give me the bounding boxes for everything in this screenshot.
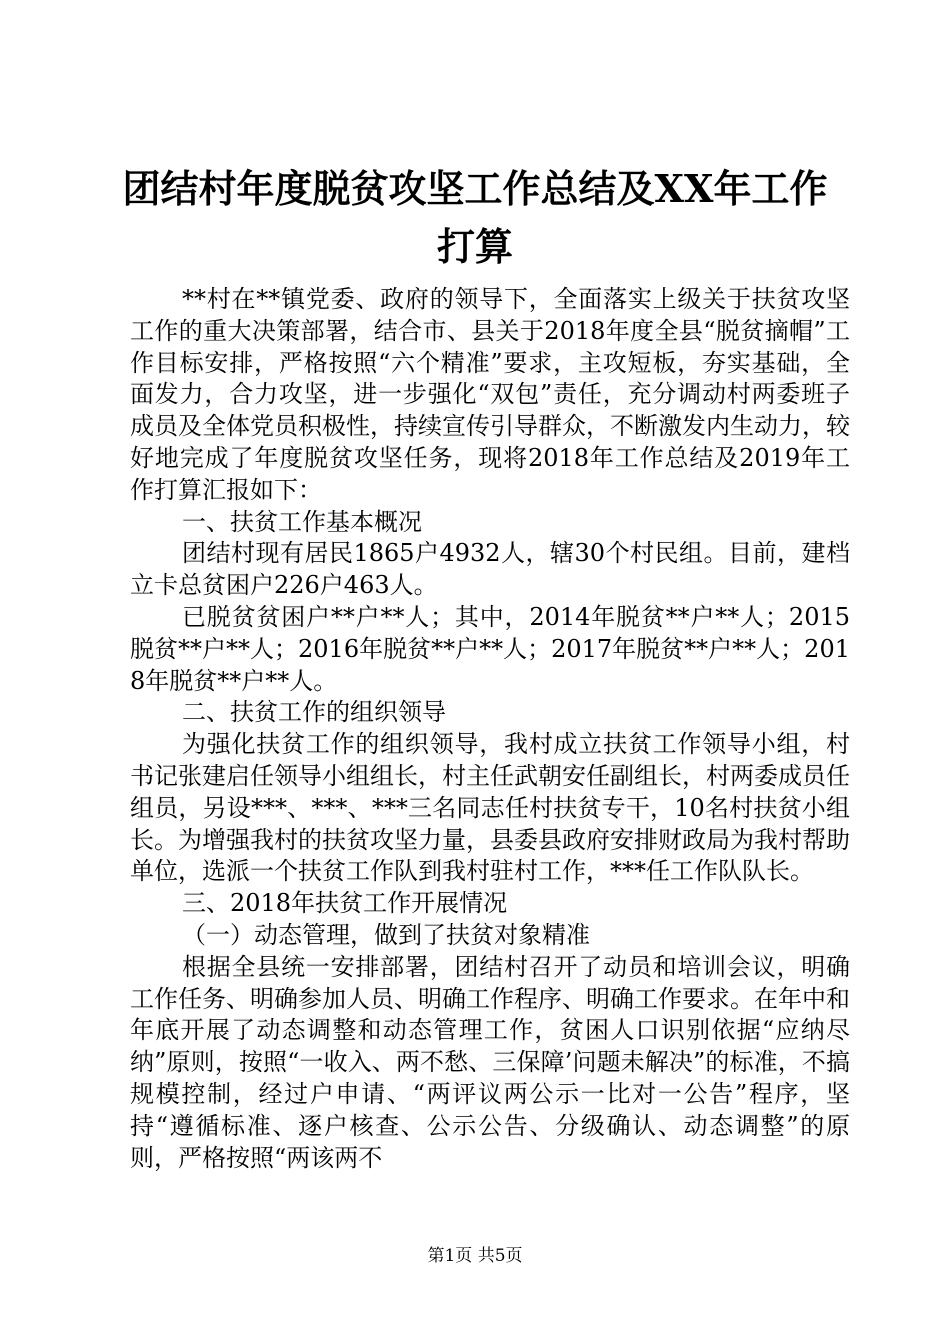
paragraph-poverty-exit: 已脱贫贫困户**户**人；其中，2014年脱贫**户**人；2015脱贫**户**人；2016年脱贫**户**人；2017年脱贫**户**人；2018年脱贫**户**人。: [130, 602, 850, 695]
page-footer: 第1页 共5页: [427, 1246, 523, 1266]
document-title: 团结村年度脱贫攻坚工作总结及XX年工作打算: [122, 166, 828, 269]
paragraph-intro: **村在**镇党委、政府的领导下，全面落实上级关于扶贫攻坚工作的重大决策部署，结合市、县关于2018年度全县“脱贫摘帽”工作目标安排，严格按照“六个精准”要求，主攻短板，夯实基础，全面发力，合力攻坚，进一步强化“双包”责任，充分调动村两委班子成员及全体党员积极性，持续宣传引导群众，不断激发内生动力，较好地完成了年度脱贫攻坚任务，现将2018年工作总结及2019年工作打算汇报如下：: [130, 285, 850, 504]
heading-section-2: 二、扶贫工作的组织领导: [182, 698, 446, 727]
document-body: [130, 284, 850, 1174]
heading-section-3: 三、2018年扶贫工作开展情况: [182, 889, 508, 918]
paragraph-leadership: 为强化扶贫工作的组织领导，我村成立扶贫工作领导小组，村书记张建启任领导小组组长，村主任武朝安任副组长，村两委成员任组员，另设***、***、***三名同志任村扶贫专干，10名村扶贫小组长。为增强我村的扶贫攻坚力量，县委县政府安排财政局为我村帮助单位，选派一个扶贫工作队到我村驻村工作，***任工作队队长。: [130, 730, 850, 886]
paragraph-dynamic-management: 根据全县统一安排部署，团结村召开了动员和培训会议，明确工作任务、明确参加人员、明确工作程序、明确工作要求。在年中和年底开展了动态调整和动态管理工作，贫困人口识别依据“应纳尽纳”原则，按照“一收入、两不愁、三保障’问题未解决”的标准，不搞规模控制，经过户申请、“两评议两公示一比对一公告”程序，坚持“遵循标准、逐户核查、公示公告、分级确认、动态调整”的原则，严格按照“两该两不: [130, 952, 850, 1172]
heading-section-1: 一、扶贫工作基本概况: [182, 507, 422, 536]
heading-subsection-1: （一）动态管理，做到了扶贫对象精准: [182, 920, 590, 949]
paragraph-population: 团结村现有居民1865户4932人，辖30个村民组。目前，建档立卡总贫困户226户463人。: [130, 539, 850, 600]
